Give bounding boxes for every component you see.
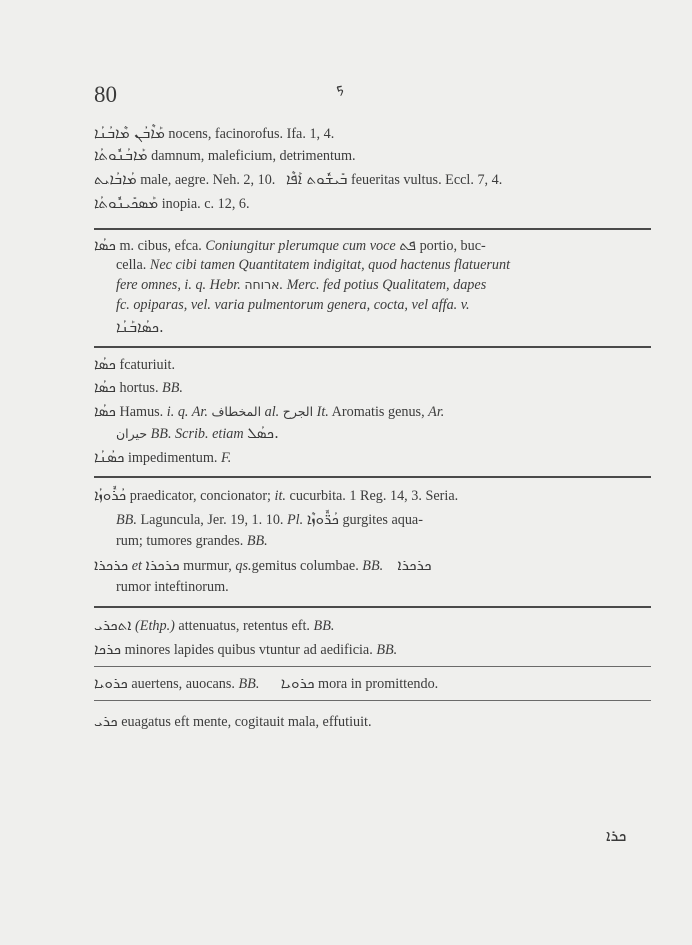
entry-line [116, 318, 164, 337]
syriac-reference: ܟܣܳܐܒܰܢܳܐ. [116, 318, 164, 336]
definition-italic: et [131, 558, 142, 574]
syriac-word: ܦܬ [399, 236, 417, 254]
entry-line [94, 124, 334, 143]
arabic-word: حيران [116, 426, 148, 441]
entry-line [116, 296, 470, 314]
section-rule [94, 606, 651, 608]
source-abbrev: BB. [238, 676, 260, 692]
running-head-letter: ܟ [336, 78, 345, 96]
syriac-headword: ܟܣܳܐ [94, 236, 116, 254]
source-abbrev: BB. [150, 426, 172, 442]
entry-line [116, 532, 268, 550]
section-rule [94, 228, 651, 230]
definition: feueritas vultus. Eccl. 7, 4. [351, 172, 503, 188]
entry-line [94, 236, 486, 255]
syriac-headword: ܡܰܣܟܺܝܢܽܘܬܳܐ [94, 194, 159, 212]
entry-line [94, 712, 372, 731]
definition: Laguncula, Jer. 19, 1. 10. [140, 512, 284, 528]
page-number: 80 [94, 82, 117, 107]
source-abbrev: BB. [313, 618, 335, 634]
definition: murmur, [183, 558, 232, 574]
definition-italic: Pl. [287, 512, 304, 528]
source-abbrev: BB. [376, 642, 398, 658]
syriac-headword: ܟܣܳܐ [94, 355, 116, 373]
definition: cucurbita. 1 Reg. 14, 3. Seria. [289, 488, 459, 504]
entry-line [116, 510, 423, 529]
entry-line [94, 194, 250, 213]
entry-line [94, 355, 175, 374]
entry-line [116, 256, 510, 274]
definition: euagatus eft mente, cogitauit mala, effutiuit. [121, 714, 372, 730]
definition: male, aegre. Neh. 2, 10. [140, 172, 276, 188]
definition: attenuatus, retentus eft. [178, 618, 310, 634]
syriac-headword: ܡܰܐܒܳܢܽܘܬܳܐ [94, 146, 148, 164]
entry-line [94, 170, 502, 189]
entry-line [94, 640, 397, 659]
definition: hortus. [119, 380, 159, 396]
syriac-headword: ܟܪܝ [94, 712, 118, 730]
source-abbrev: BB. [246, 533, 268, 549]
definition-italic: fc. opiparas, vel. varia pulmentorum genera, cocta, vel affa. v. [116, 297, 470, 313]
syriac-headword: ܟܪܘܝܐ [94, 674, 128, 692]
syriac-phrase: ܒܺܝܫܽܘܬ ܐܰܦܶܐ [285, 170, 348, 188]
syriac-headword: ܟܪܟܪܐ [94, 556, 129, 574]
catchword: ܟܪܐ [606, 826, 627, 845]
entry-line [94, 378, 183, 397]
section-rule [94, 476, 651, 478]
syriac-headword: ܟܣܳܐ [94, 378, 116, 396]
source-abbrev: BB. [362, 558, 384, 574]
entry-line [94, 616, 334, 635]
entry-line [94, 146, 356, 165]
syriac-headword: ܟܳܪܽܘܙܳܐ [94, 486, 127, 504]
syriac-headword: ܡܰܐܶܒܳܢ ܡܶܐܒܳܢܳܐ [94, 124, 165, 142]
definition-italic: al. [264, 404, 280, 420]
syriac-word: ܟܳܪ̈ܽܘܙܶܐ [306, 510, 339, 528]
arabic-word: المخطاف [211, 404, 262, 419]
entry-line [94, 402, 444, 421]
entry-line [94, 556, 432, 575]
syriac-headword: ܟܪܘܝܐ [280, 674, 315, 692]
definition-italic: it. [274, 488, 286, 504]
definition: m. cibus, efca. [119, 238, 202, 254]
definition: Aromatis genus, [331, 404, 425, 420]
section-rule [94, 700, 651, 701]
definition: mora in promittendo. [318, 676, 439, 692]
definition: gemitus columbae. [251, 558, 359, 574]
syriac-headword: ܟܪܟܪܐ [145, 556, 180, 574]
definition: nocens, facinorofus. Ifa. 1, 4. [168, 126, 335, 142]
definition: auertens, auocans. [131, 676, 235, 692]
entry-line [94, 674, 438, 693]
definition: impedimentum. [127, 450, 218, 466]
definition: rumor inteftinorum. [116, 579, 229, 595]
definition: portio, buc- [419, 238, 486, 254]
definition-italic: fere omnes, i. q. Hebr. [116, 277, 241, 293]
definition-italic: Nec cibi tamen Quantitatem indigitat, quod hactenus flatuerunt [149, 257, 511, 273]
definition: inopia. c. 12, 6. [161, 196, 250, 212]
definition: cella. [116, 257, 147, 273]
syriac-headword: ܟܣܳܢܳܐ [94, 448, 125, 466]
definition-italic: Scrib. etiam [175, 426, 244, 442]
source-abbrev: BB. [116, 512, 137, 528]
hebrew-word: ארוחה [244, 277, 280, 292]
definition: Hamus. [119, 404, 164, 420]
arabic-word: الجرح [282, 404, 314, 419]
syriac-headword: ܟܣܳܐ [94, 402, 116, 420]
entry-line [116, 276, 486, 294]
definition-italic: Coniungitur plerumque cum voce [205, 238, 396, 254]
syriac-headword: ܟܪܟܪܐ [397, 556, 432, 574]
definition-italic: . Merc. fed potius Qualitatem, dapes [279, 277, 487, 293]
definition-italic: (Ethp.) [135, 618, 175, 634]
source-abbrev: F. [220, 450, 232, 466]
section-rule [94, 666, 651, 667]
syriac-word: ܟܣܳܠ. [247, 424, 279, 442]
definition-italic: i. q. Ar. [166, 404, 208, 420]
syriac-headword: ܡܳܐܒܳܐܝܬ [94, 170, 137, 188]
source-abbrev: BB. [162, 380, 183, 396]
definition-italic: Ar. [428, 404, 445, 420]
entry-line [94, 486, 458, 505]
definition: rum; tumores grandes. [116, 533, 244, 549]
entry-line [116, 578, 229, 596]
definition-italic: It. [316, 404, 329, 420]
entry-line [94, 448, 231, 467]
section-rule [94, 346, 651, 348]
syriac-headword: ܟܪܟܐ [94, 640, 122, 658]
definition: gurgites aqua- [342, 512, 423, 528]
definition: minores lapides quibus vtuntur ad aedificia. [124, 642, 373, 658]
syriac-headword: ܐܬܟܪܝ [94, 616, 132, 634]
entry-line [116, 424, 279, 443]
definition-italic: qs. [235, 558, 252, 574]
definition: damnum, maleficium, detrimentum. [151, 148, 356, 164]
definition: praedicator, concionator; [129, 488, 271, 504]
definition: fcaturiuit. [119, 357, 176, 373]
